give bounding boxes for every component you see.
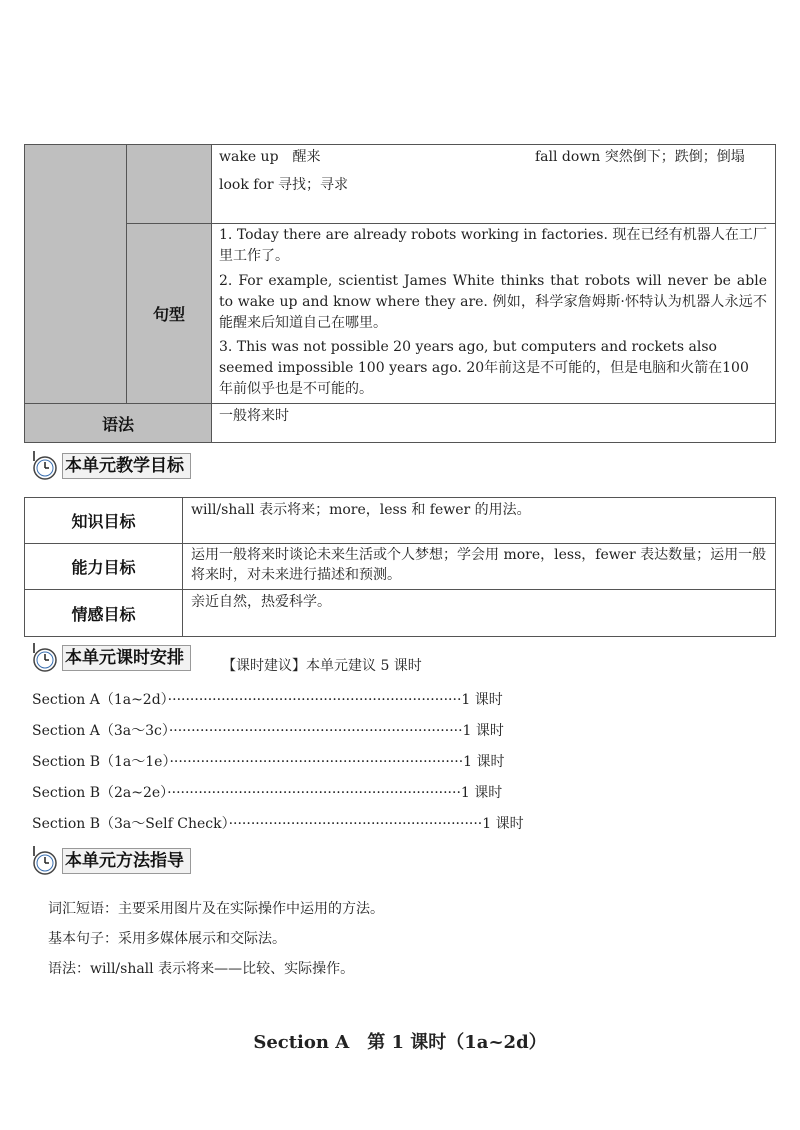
- phrase-fall-down: fall down 突然倒下；跌倒；倒塌: [535, 149, 745, 165]
- goal-emotion-text: 亲近自然，热爱科学。: [191, 594, 331, 610]
- section-title: Section A 第 1 课时（1a~2d）: [253, 1032, 547, 1053]
- sentences-label: 句型: [152, 305, 185, 324]
- phrase-look-for: look for 寻找；寻求: [219, 177, 349, 193]
- phrase-wake-up: wake up 醒来: [219, 149, 321, 165]
- method-grammar: 语法：will/shall 表示将来——比较、实际操作。: [48, 961, 355, 977]
- method-vocab: 词汇短语：主要采用图片及在实际操作中运用的方法。: [48, 901, 384, 917]
- methods-banner-label: 本单元方法指导: [62, 848, 191, 874]
- method-sentences: 基本句子：采用多媒体展示和交际法。: [48, 931, 286, 947]
- schedule-item-4: Section B（2a~2e）··································································1 课时: [32, 785, 503, 801]
- vocab-sentence-table: [24, 144, 776, 443]
- goal-ability-text: 运用一般将来时谈论未来生活或个人梦想；学会用 more，less，fewer 表达数量；运用一般将来时，对未来进行描述和预测。: [191, 547, 767, 583]
- clock-icon: [30, 846, 60, 876]
- sentence-3: 3. This was not possible 20 years ago, but computers and rockets also seemed impossible 100 years ago. 20年前这是不可能的，但是电脑和火箭在100年前似乎也是不可能的。: [219, 339, 749, 397]
- methods-banner: [30, 846, 191, 876]
- schedule-item-5: Section B（3a～Self Check）·························································1 课时: [32, 816, 524, 832]
- goal-knowledge-label: 知识目标: [71, 512, 136, 531]
- schedule-note: 【课时建议】本单元建议 5 课时: [222, 658, 422, 674]
- schedule-banner: [30, 643, 191, 673]
- goal-ability-label: 能力目标: [71, 558, 136, 577]
- grammar-label: 语法: [101, 414, 134, 434]
- goals-banner-label: 本单元教学目标: [62, 453, 191, 479]
- clock-icon: [30, 451, 60, 481]
- schedule-item-1: Section A（1a~2d）··································································1 课时: [32, 692, 503, 708]
- sentence-2: 2. For example, scientist James White thinks that robots will never be able to wake up and know where they are. 例如，科学家詹姆斯·怀特认为机器人永远不能醒来后知道自己在哪里。: [219, 273, 767, 331]
- grammar-text: 一般将来时: [219, 408, 289, 424]
- goal-knowledge-text: will/shall 表示将来；more，less 和 fewer 的用法。: [191, 502, 531, 518]
- goals-banner: [30, 451, 191, 481]
- schedule-item-3: Section B（1a～1e）··································································1 课时: [32, 754, 505, 770]
- sentence-1: 1. Today there are already robots working in factories. 现在已经有机器人在工厂里工作了。: [219, 227, 767, 264]
- schedule-item-2: Section A（3a～3c）··································································1 课时: [32, 723, 504, 739]
- grammar-label-cell: [25, 404, 211, 442]
- category-column: [25, 145, 126, 403]
- goal-emotion-label: 情感目标: [71, 604, 136, 624]
- schedule-banner-label: 本单元课时安排: [62, 645, 191, 671]
- goals-table: [24, 497, 776, 637]
- clock-icon: [30, 643, 60, 673]
